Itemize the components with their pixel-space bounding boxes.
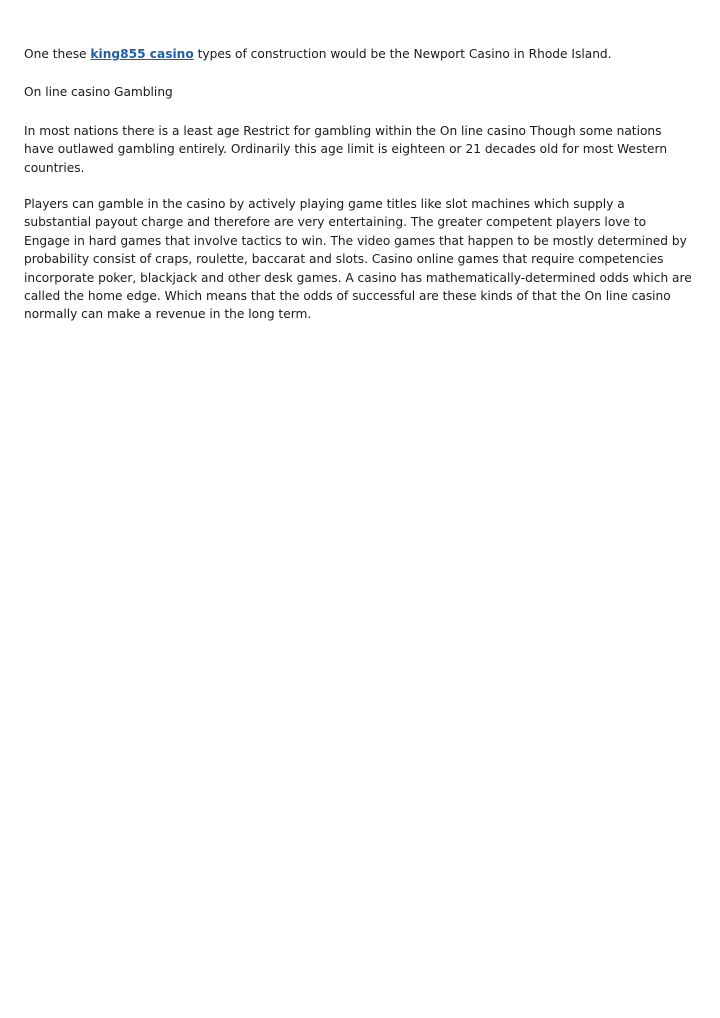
paragraph-age-limit: In most nations there is a least age Restrict for gambling within the On line casino Though some nations have outlawed gambling entirely. Ordinarily this age limit is eighteen or 21 decades old for most Western countries. (24, 123, 668, 175)
paragraph-intro (24, 45, 692, 63)
document-body (24, 45, 692, 342)
intro-text-before: One these (24, 47, 91, 61)
paragraph-heading-line: On line casino Gambling (24, 85, 173, 100)
intro-text-after: types of construction would be the Newport Casino in Rhode Island. (193, 47, 612, 61)
casino-link[interactable]: king855 casino (90, 47, 194, 61)
paragraph-games: Players can gamble in the casino by actively playing game titles like slot machines which supply a substantial payout charge and therefore are very entertaining. The greater competent players love to Engage in hard games that involve tactics to win. The video games that happen to be mostly determined by probability consist of craps, roulette, baccarat and slots. Casino online games that require competencies incorporate poker, blackjack and other desk games. A casino has mathematically-determined odds which are called the home edge. Which means that the odds of successful are these kinds of that the On line casino normally can make a revenue in the long term. (24, 197, 692, 322)
